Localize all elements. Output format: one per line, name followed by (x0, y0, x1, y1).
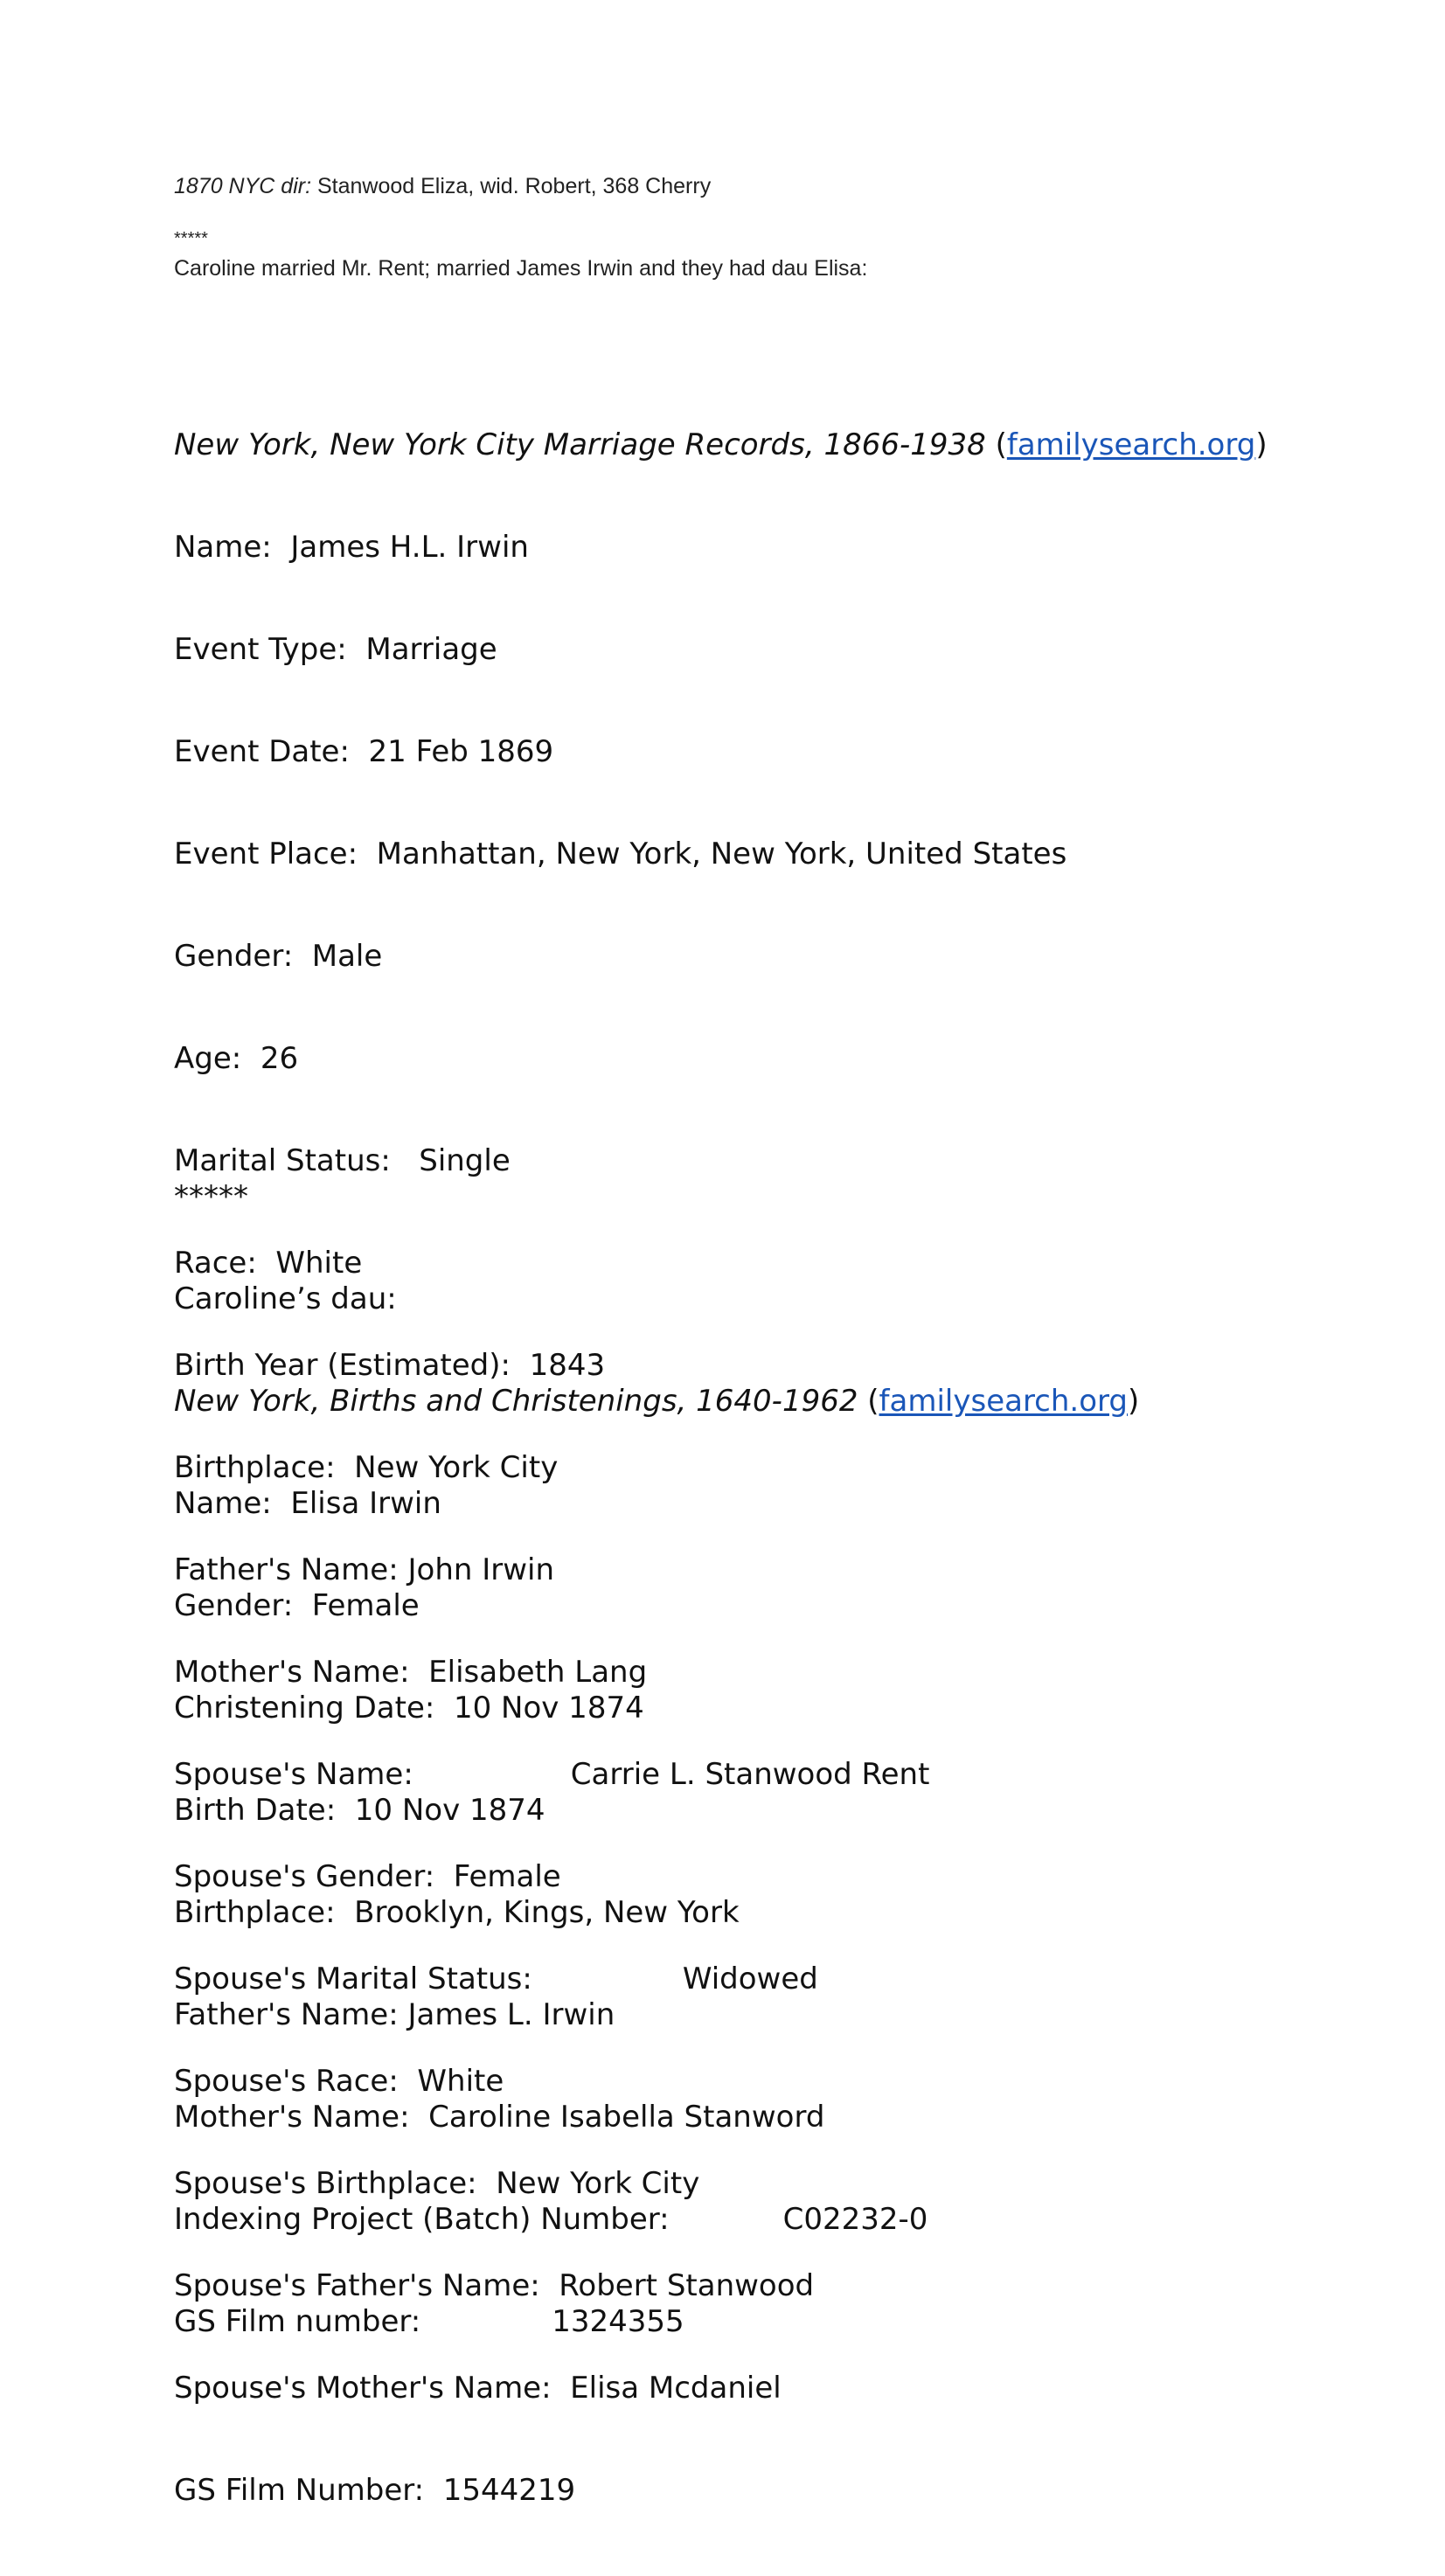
record-field: Spouse's Race: White (174, 2064, 504, 2099)
batch-number-field (174, 2203, 1139, 2237)
record-field: Gender: Male (174, 939, 383, 974)
christening-record-title: New York, Births and Christenings, 1640-1962 (familysearch.org) (174, 1384, 1140, 1419)
record-field: GS Film Number: 1544219 (174, 2473, 576, 2508)
record-field: Mother's Name: Caroline Isabella Stanword (174, 2100, 825, 2135)
intro-text: Caroline married Mr. Rent; married James Irwin and they had dau Elisa: (174, 256, 868, 281)
record-field: Father's Name: James L. Irwin (174, 1997, 615, 2032)
record-field: Event Date: 21 Feb 1869 (174, 734, 554, 769)
film-number-value: 1324355 (552, 2304, 684, 2339)
marriage-familysearch-link[interactable]: familysearch.org (1006, 427, 1256, 462)
record-field: Birthplace: New York City (174, 1450, 559, 1485)
directory-source: 1870 NYC dir: (174, 174, 312, 198)
marriage-source-title: New York, New York City Marriage Records, 1866-1938 (174, 427, 986, 462)
record-field: Spouse's Father's Name: Robert Stanwood (174, 2268, 815, 2303)
record-field: Spouse's Gender: Female (174, 1859, 561, 1894)
record-field: Event Place: Manhattan, New York, New York, United States (174, 837, 1067, 871)
christening-intro: Caroline’s dau: (174, 1281, 397, 1316)
record-field: Christening Date: 10 Nov 1874 (174, 1691, 644, 1725)
batch-number-value: C02232-0 (782, 2202, 928, 2237)
record-field: Birth Date: 10 Nov 1874 (174, 1793, 545, 1828)
batch-number-label: Indexing Project (Batch) Number: (174, 2202, 670, 2237)
record-field: Birth Year (Estimated): 1843 (174, 1348, 606, 1383)
separator: ***** (174, 229, 208, 248)
record-field: Birthplace: Brooklyn, Kings, New York (174, 1895, 740, 1930)
christening-source-title: New York, Births and Christenings, 1640-1962 (174, 1384, 858, 1419)
christening-familysearch-link[interactable]: familysearch.org (879, 1384, 1128, 1419)
christening-record (174, 1112, 1139, 2407)
record-field: Name: Elisa Irwin (174, 1486, 441, 1521)
record-field: Age: 26 (174, 1041, 299, 1076)
film-number-label: GS Film number: (174, 2304, 421, 2339)
spouse-name-value: Carrie L. Stanwood Rent (570, 1757, 930, 1792)
record-field: Father's Name: John Irwin (174, 1552, 555, 1587)
record-field: Name: James H.L. Irwin (174, 530, 529, 565)
record-field: Spouse's Birthplace: New York City (174, 2166, 700, 2201)
record-field: Gender: Female (174, 1588, 420, 1623)
marriage-record-title: New York, New York City Marriage Records, 1866-1938 (familysearch.org) (174, 427, 1268, 462)
directory-line (174, 173, 711, 199)
section-separator: ***** (174, 1179, 248, 1214)
record-field: Race: White (174, 1246, 363, 1281)
film-number-field (174, 2305, 1139, 2339)
spouse-name-label: Spouse's Name: (174, 1757, 413, 1792)
record-field: Spouse's Mother's Name: Elisa Mcdaniel (174, 2371, 782, 2406)
record-field: Mother's Name: Elisabeth Lang (174, 1655, 648, 1690)
spouse-marital-label: Spouse's Marital Status: (174, 1962, 532, 1996)
spouse-marital-value: Widowed (682, 1962, 818, 1996)
record-field: Marital Status: Single (174, 1143, 511, 1178)
directory-entry: Stanwood Eliza, wid. Robert, 368 Cherry (311, 174, 712, 198)
record-field: Event Type: Marriage (174, 632, 497, 667)
